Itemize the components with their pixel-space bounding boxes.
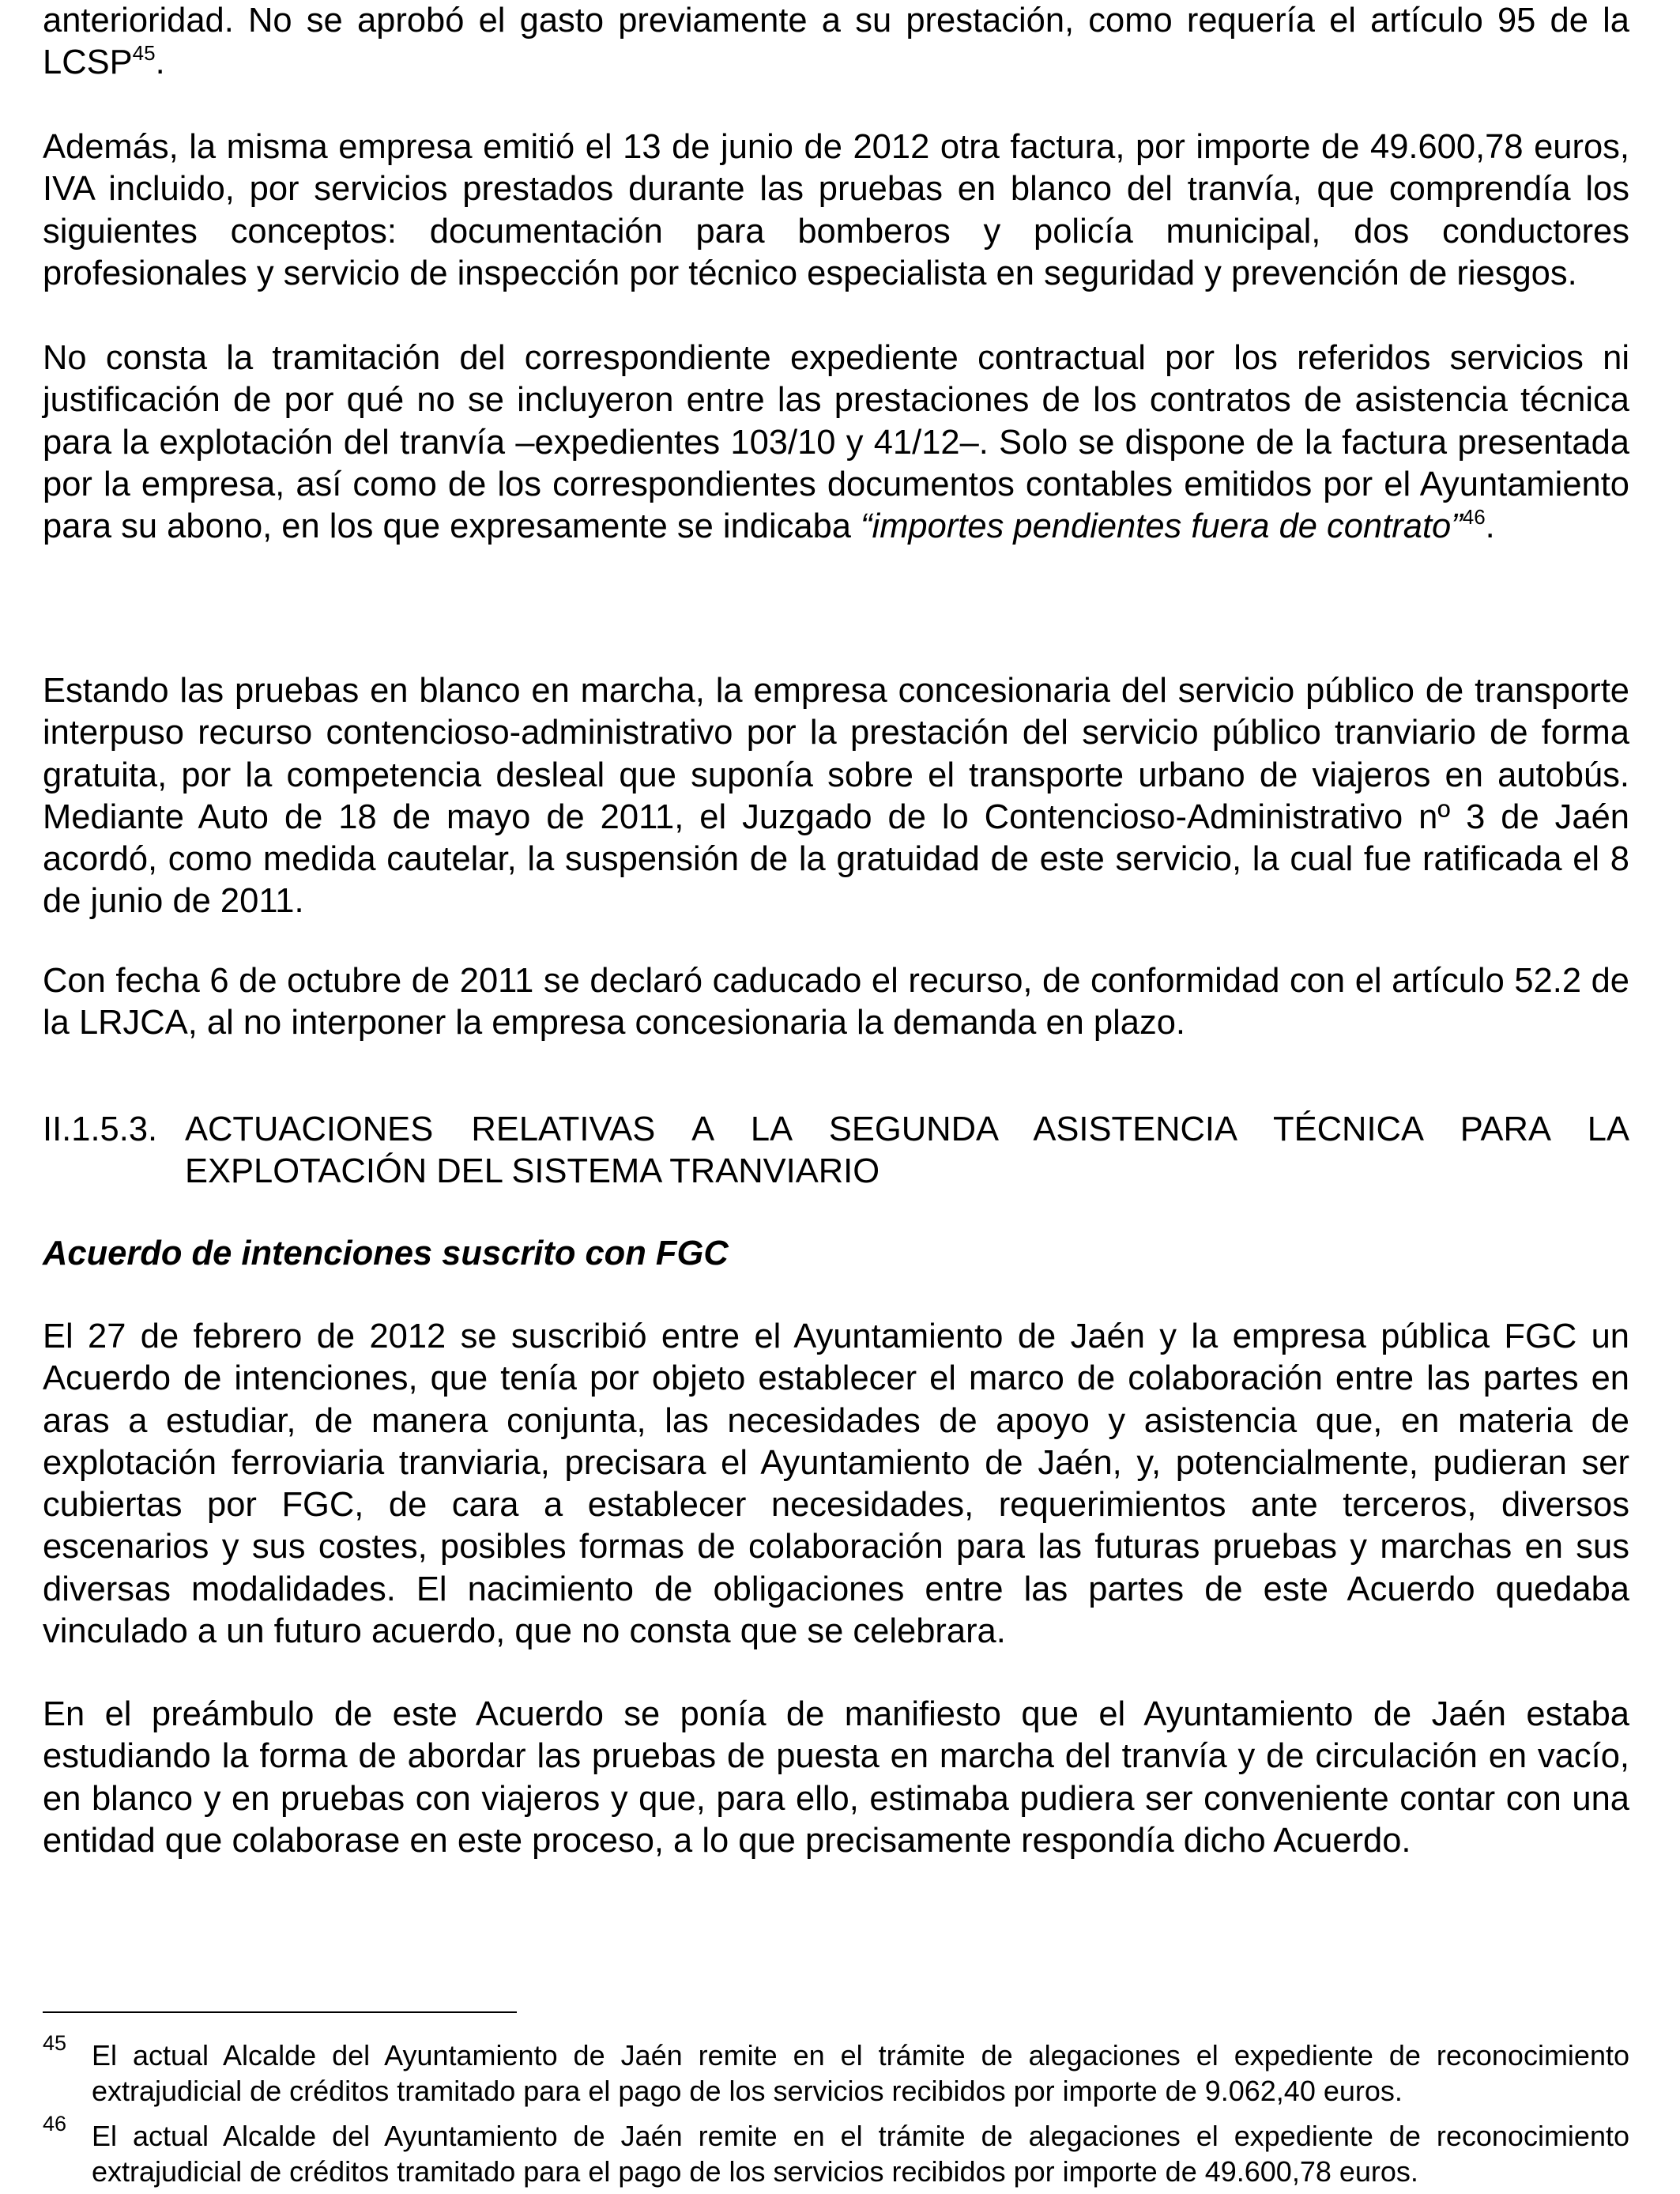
paragraph-2: Además, la misma empresa emitió el 13 de junio de 2012 otra factura, por importe de 49.600,78 euros, IVA incluido, por servicios prestados durante las pruebas en blanco del tranvía, que comprendía los siguientes conceptos: documentación para bomberos y policía municipal, dos conductores profesionales y servicio de inspección por técnico especialista en seguridad y prevención de riesgos. bbox=[43, 128, 1629, 292]
footnote-number: 45 bbox=[43, 2031, 67, 2055]
paragraph-1 bbox=[43, 0, 1629, 85]
paragraph-5: Con fecha 6 de octubre de 2011 se declaró caducado el recurso, de conformidad con el artículo 52.2 de la LRJCA, al no interponer la empresa concesionaria la demanda en plazo. bbox=[43, 962, 1629, 1042]
section-title: ACTUACIONES RELATIVAS A LA SEGUNDA ASISTENCIA TÉCNICA PARA LA EXPLOTACIÓN DEL SISTEMA TRANVIARIO bbox=[185, 1110, 1629, 1190]
paragraph-7: En el preámbulo de este Acuerdo se ponía de manifiesto que el Ayuntamiento de Jaén estaba estudiando la forma de abordar las pruebas de puesta en marcha del tranvía y de circulación en vacío, en blanco y en pruebas con viajeros y que, para ello, estimaba pudiera ser conveniente contar con una entidad que colaborase en este proceso, a lo que precisamente respondía dicho Acuerdo. bbox=[43, 1695, 1629, 1860]
footnote-text: El actual Alcalde del Ayuntamiento de Jaén remite en el trámite de alegaciones el expediente de reconocimiento extrajudicial de créditos tramitado para el pago de los servicios recibidos por importe de 9.062,40 euros. bbox=[92, 2039, 1629, 2107]
subheading: Acuerdo de intenciones suscrito con FGC bbox=[43, 1235, 729, 1272]
paragraph-3-text: No consta la tramitación del correspondiente expediente contractual por los referidos servicios ni justificación de por qué no se incluyeron entre las prestaciones de los contratos de asistencia técnica para la explotación del tranvía –expedientes 103/10 y 41/12–. Solo se dispone de la factura presentada por la empresa, así como de los correspondientes documentos contables emitidos por el Ayuntamiento para su abono, en los que expresamente se indicaba bbox=[43, 339, 1629, 546]
footnote-number: 46 bbox=[43, 2112, 67, 2136]
footnote-ref-45[interactable]: 45 bbox=[132, 41, 156, 66]
paragraph-3-quote: “importes pendientes fuera de contrato” bbox=[861, 507, 1463, 546]
section-number: II.1.5.3. bbox=[43, 1110, 158, 1148]
paragraph-4: Estando las pruebas en blanco en marcha, la empresa concesionaria del servicio público de transporte interpuso recurso contencioso-administrativo por la prestación del servicio público tranviario de forma gratuita, por la competencia desleal que suponía sobre el transporte urbano de viajeros en autobús. Mediante Auto de 18 de mayo de 2011, el Juzgado de lo Contencioso-Administrativo nº 3 de Jaén acordó, como medida cautelar, la suspensión de la gratuidad de este servicio, la cual fue ratificada el 8 de junio de 2011. bbox=[43, 672, 1629, 921]
footnote-46 bbox=[43, 2112, 1629, 2189]
paragraph-3 bbox=[43, 337, 1629, 548]
paragraph-1-text: anterioridad. No se aprobó el gasto previamente a su prestación, como requería el artículo 95 de la LCSP bbox=[43, 2, 1629, 82]
paragraph-1-end: . bbox=[155, 43, 165, 82]
footnote-text: El actual Alcalde del Ayuntamiento de Jaén remite en el trámite de alegaciones el expediente de reconocimiento extrajudicial de créditos tramitado para el pago de los servicios recibidos por importe de 49.600,78 euros. bbox=[92, 2120, 1629, 2188]
footnote-45 bbox=[43, 2031, 1629, 2109]
footnote-separator bbox=[43, 2011, 517, 2013]
footnote-ref-46[interactable]: 46 bbox=[1462, 505, 1486, 530]
paragraph-6: El 27 de febrero de 2012 se suscribió entre el Ayuntamiento de Jaén y la empresa pública FGC un Acuerdo de intenciones, que tenía por objeto establecer el marco de colaboración entre las partes en aras a estudiar, de manera conjunta, las necesidades de apoyo y asistencia que, en materia de explotación ferroviaria tranviaria, precisara el Ayuntamiento de Jaén, y, potencialmente, pudieran ser cubiertas por FGC, de cara a establecer necesidades, requerimientos ante terceros, diversos escenarios y sus costes, posibles formas de colaboración para las futuras pruebas y marchas en sus diversas modalidades. El nacimiento de obligaciones entre las partes de este Acuerdo quedaba vinculado a un futuro acuerdo, que no consta que se celebrara. bbox=[43, 1318, 1629, 1651]
paragraph-3-end: . bbox=[1485, 507, 1495, 546]
